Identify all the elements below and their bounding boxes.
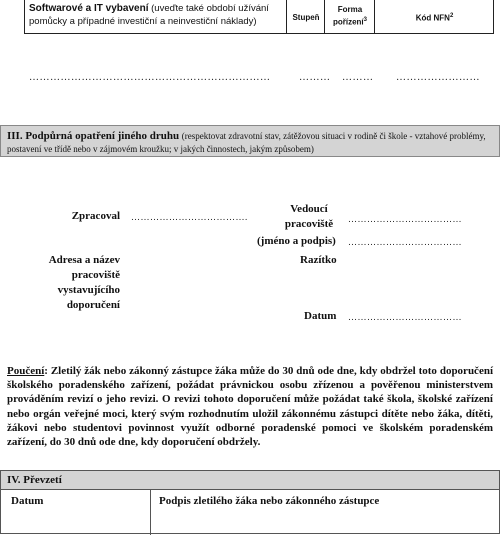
zpracoval-label: Zpracoval <box>71 210 120 222</box>
section3-title: III. Podpůrná opatření jiného druhu <box>7 130 180 142</box>
col-kod-cell <box>375 0 494 33</box>
software-dots-main: …………………………………………………………… <box>29 72 271 83</box>
pouceni-label: Poučení <box>7 365 45 377</box>
section3-header <box>0 125 500 157</box>
software-dots-stupen: ……… <box>299 72 331 83</box>
software-dots-kod: …………………… <box>396 72 480 83</box>
col-forma-cell <box>325 0 375 33</box>
section3-text <box>7 130 497 156</box>
section4-header <box>1 471 499 490</box>
col-kod-sup: 2 <box>449 13 454 19</box>
adresa-line3: vystavujícího <box>57 284 120 296</box>
section4-datum-label: Datum <box>11 495 44 507</box>
col-kod-header <box>375 13 494 23</box>
adresa-line4: doporučení <box>66 299 120 311</box>
razitko-label: Razítko <box>300 254 337 266</box>
software-title-note: (uveďte také období užívání <box>151 3 269 14</box>
vedouci-label <box>278 202 340 232</box>
vedouci-line1: Vedoucí <box>290 203 328 215</box>
software-title-bold: Softwarové a IT vybavení <box>29 3 149 14</box>
col-stupen-header: Stupeň <box>292 13 320 22</box>
software-dots-forma: ……… <box>342 72 374 83</box>
software-title <box>29 2 281 28</box>
col-forma-sup: 3 <box>363 17 367 23</box>
software-title-line2: pomůcky a případné investiční a neinvestiční náklady) <box>29 16 257 27</box>
section4-podpis-label: Podpis zletilého žáka nebo zákonného zástupce <box>159 495 380 507</box>
datum-label: Datum <box>304 310 337 322</box>
adresa-line1: Adresa a název <box>48 254 120 266</box>
vedouci-line2: pracoviště <box>284 218 334 230</box>
col-stupen-cell <box>287 0 325 33</box>
col-kod-label: Kód NFN <box>415 13 450 23</box>
adresa-line2: pracoviště <box>71 269 120 281</box>
col-forma-line1: Forma <box>337 5 363 14</box>
section4-divider <box>150 489 151 535</box>
vedouci-dots: ……………………………… <box>348 214 462 224</box>
section4-title: IV. Převzetí <box>7 474 62 486</box>
adresa-label <box>10 253 120 313</box>
section3-note: (respektovat zdravotní stav, zátěžovou situaci v rodině či škole - vztahové problémy, postavení ve třídě nebo v zájmovém kroužku; v jakých činnostech, jakým způsobem) <box>7 131 486 154</box>
col-forma-header <box>325 5 375 28</box>
zpracoval-dots: ………………………………. <box>131 212 248 222</box>
jmeno-podpis-label: (jméno a podpis) <box>257 235 336 247</box>
software-title-cell <box>25 0 287 33</box>
pouceni-paragraph <box>7 364 493 449</box>
pouceni-text: : Zletilý žák nebo zákonný zástupce žáka může do 30 dnů ode dne, kdy obdržel toto doporučení školského poradenského zařízení, požádat právnickou osobu zřízenou a pověřenou ministerstvem prováděním revizí o jeho revizi. O revizi tohoto doporučení může požádat také škola, školské zařízení nebo orgán veřejné moci, který svým rozhodnutím uložil zákonnému zástupci dítěte nebo žáka, dítěti, žákovi nebo studentovi povinnost využít odborné poradenské pomoci ve školském poradenském zařízení, do 30 dnů ode dne, kdy doporučení obdržely. <box>7 365 493 449</box>
datum-dots: ……………………………… <box>348 312 462 322</box>
section4-table <box>0 470 500 534</box>
col-forma-line2: pořízení <box>332 17 364 27</box>
jmeno-dots: ……………………………… <box>348 237 462 247</box>
software-table <box>24 0 494 34</box>
